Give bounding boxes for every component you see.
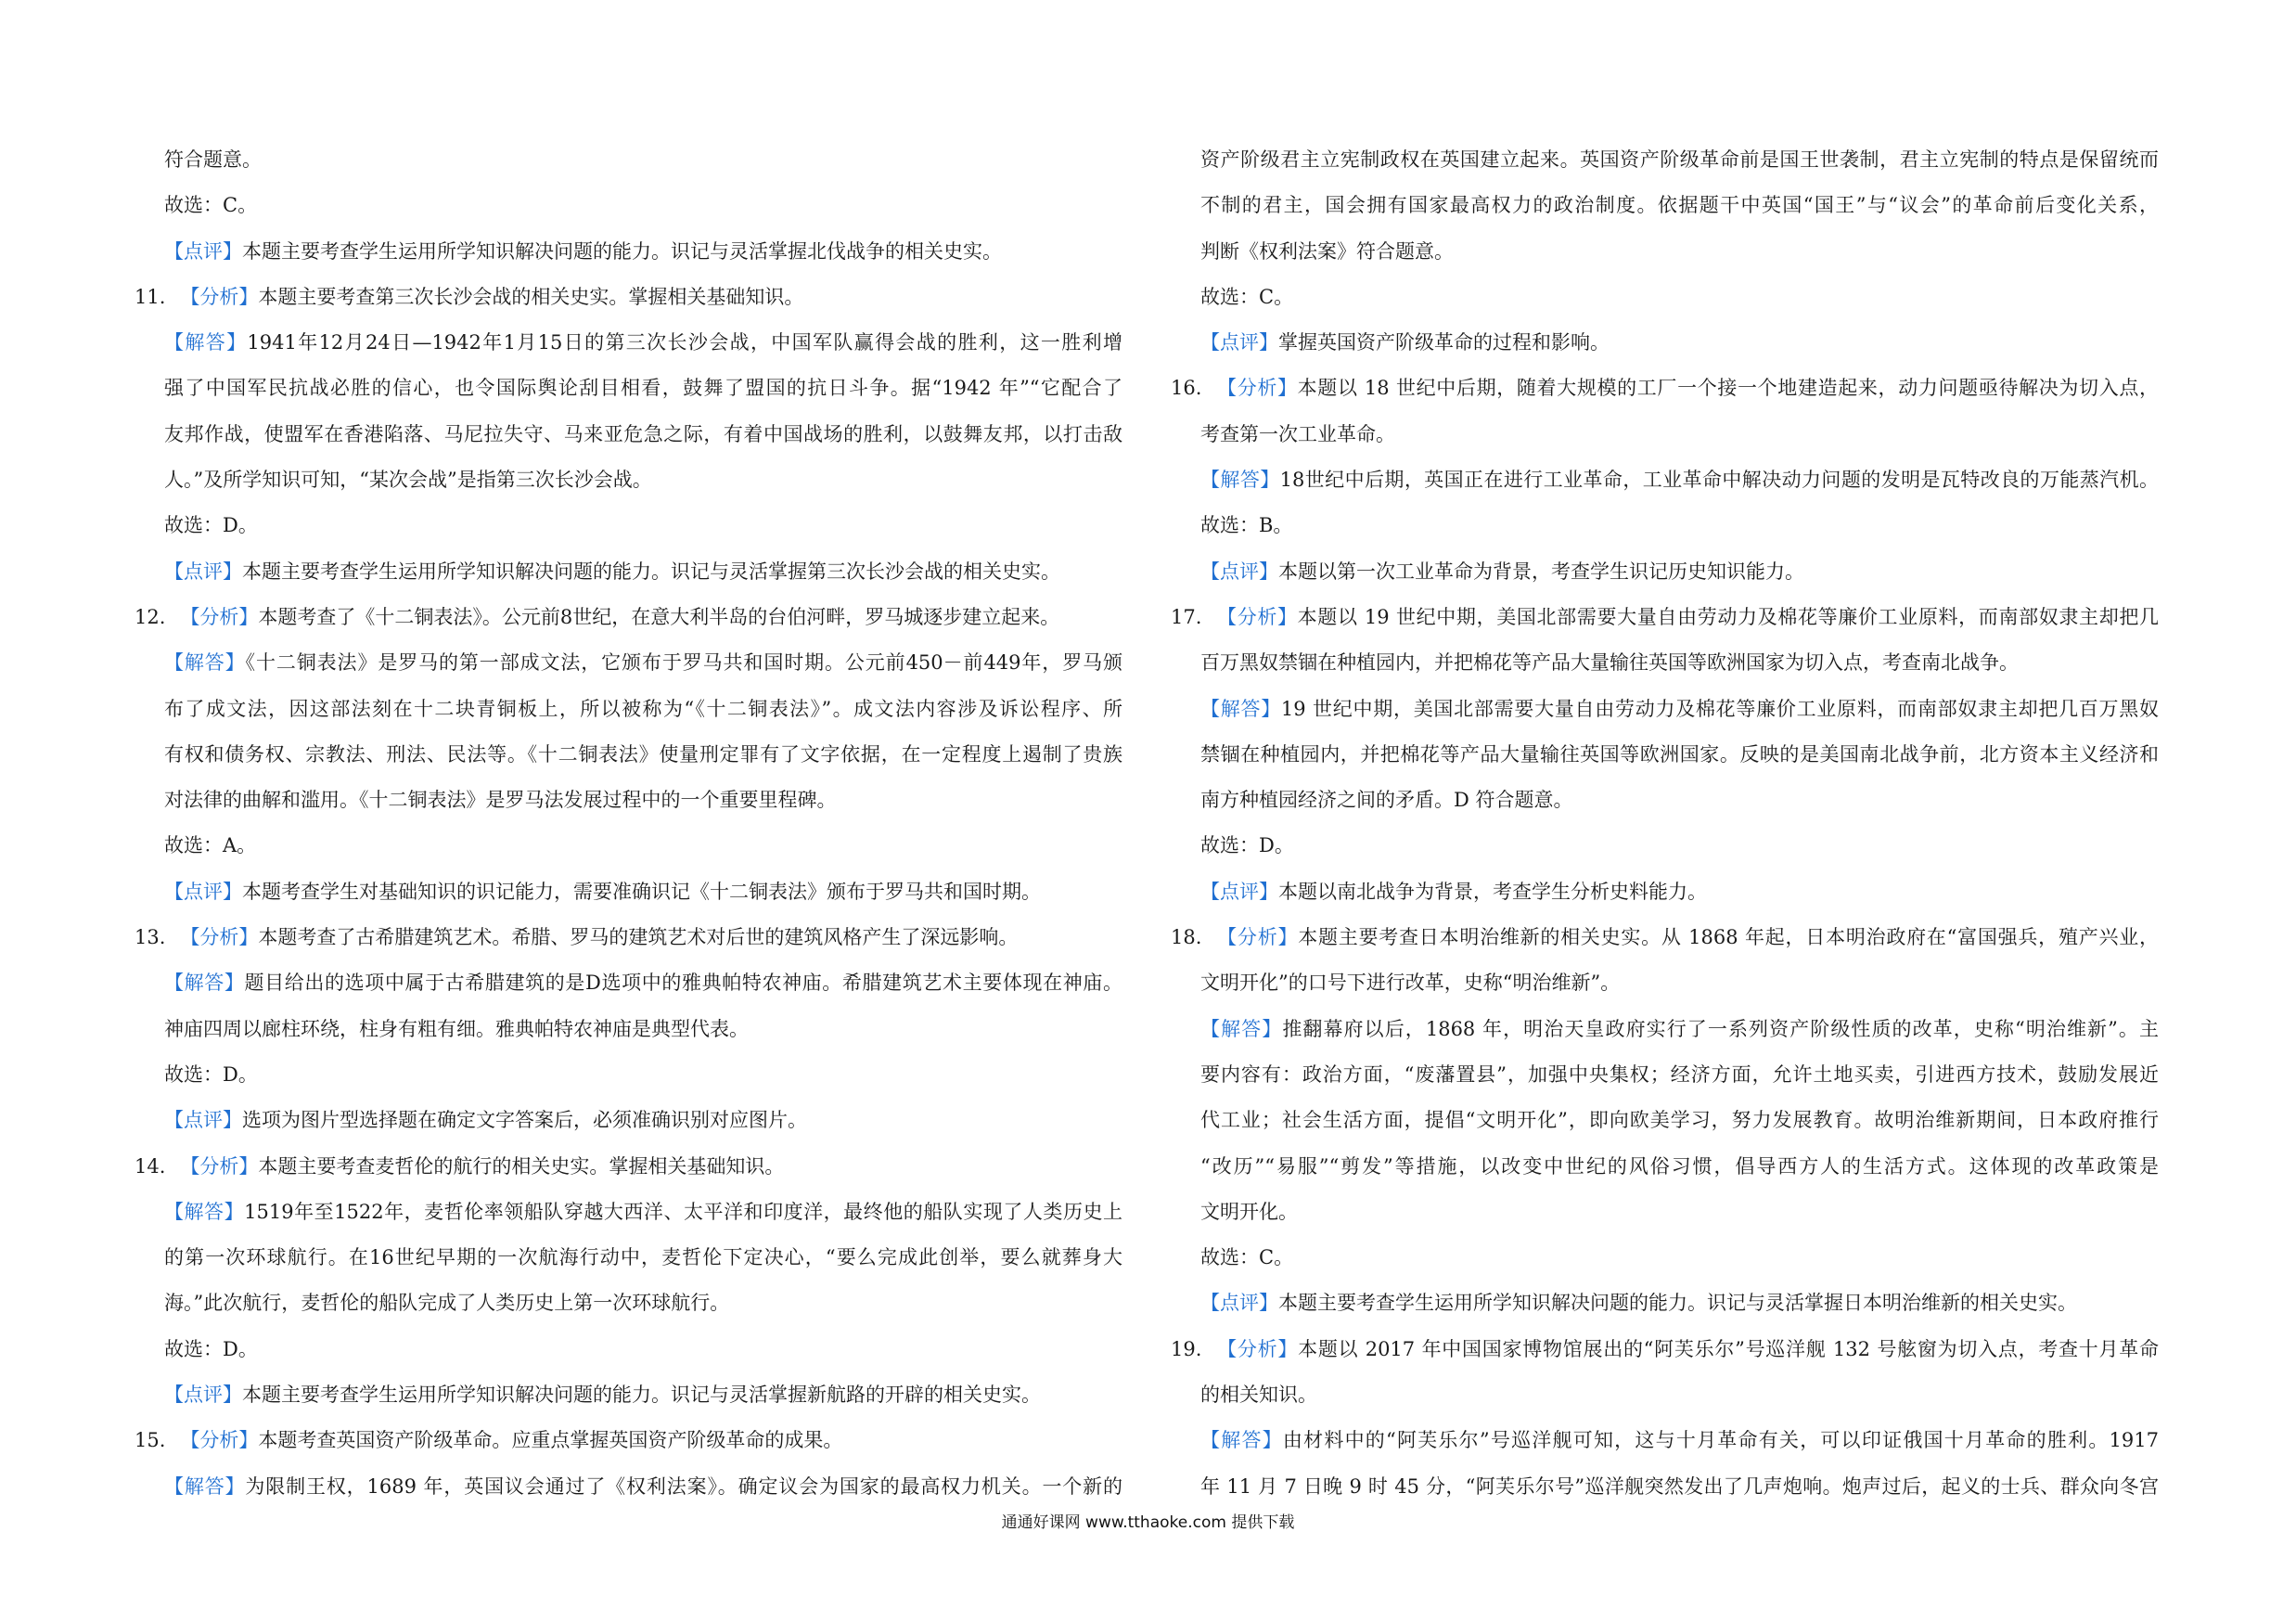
section-tag: 【点评】 bbox=[164, 560, 242, 583]
line-text: 考查第一次工业革命。 bbox=[1200, 422, 1395, 445]
line-text: 本题以 2017 年中国国家博物馆展出的“阿芙乐尔”号巡洋舰 132 号舷窗为切入点，考查十月革命 bbox=[1298, 1337, 2159, 1360]
section-tag: 【分析】 bbox=[1216, 605, 1298, 628]
line-text: 19 世纪中期，美国北部需要大量自由劳动力及棉花等廉价工业原料，而南部奴隶主却把几百万黑奴 bbox=[1280, 697, 2159, 720]
text-line bbox=[1171, 1327, 2159, 1372]
line-text: 本题主要考查学生运用所学知识解决问题的能力。识记与灵活掌握日本明治维新的相关史实。 bbox=[1278, 1292, 2077, 1315]
text-line bbox=[1171, 320, 2159, 366]
text-line bbox=[1171, 457, 2159, 503]
text-line bbox=[1171, 960, 2159, 1006]
question-number: 16. bbox=[1171, 377, 1202, 400]
line-text: 的相关知识。 bbox=[1200, 1384, 1317, 1407]
line-text: 资产阶级君主立宪制政权在英国建立起来。英国资产阶级革命前是国王世袭制，君主立宪制的特点是保留统而 bbox=[1200, 148, 2159, 171]
line-text: 海。”此次航行，麦哲伦的船队完成了人类历史上第一次环球航行。 bbox=[164, 1292, 730, 1315]
line-text: 本题主要考查麦哲伦的航行的相关史实。掌握相关基础知识。 bbox=[258, 1154, 785, 1178]
line-text: 人。”及所学知识可知，“某次会战”是指第三次长沙会战。 bbox=[164, 469, 652, 492]
text-line bbox=[135, 275, 1122, 320]
line-text: 的第一次环球航行。在16世纪早期的一次航海行动中，麦哲伦下定决心，“要么完成此创举，要么就葬身大 bbox=[164, 1246, 1122, 1269]
line-text: 《十二铜表法》是罗马的第一部成文法，它颁布于罗马共和国时期。公元前450－前449年，罗马颁 bbox=[245, 651, 1122, 675]
line-text: 文明开化”的口号下进行改革，史称“明治维新”。 bbox=[1200, 972, 1621, 995]
line-text: 友邦作战，使盟军在香港陷落、马尼拉失守、马来亚危急之际，有着中国战场的胜利，以鼓舞友邦，以打击敌 bbox=[164, 422, 1122, 445]
section-tag: 【解答】 bbox=[1200, 469, 1280, 492]
text-line bbox=[1171, 1098, 2159, 1143]
text-line bbox=[1171, 1052, 2159, 1098]
line-text: 本题以 19 世纪中期，美国北部需要大量自由劳动力及棉花等廉价工业原料，而南部奴隶主却把几 bbox=[1297, 605, 2159, 628]
line-text: 不制的君主，国会拥有国家最高权力的政治制度。依据题干中英国“国王”与“议会”的革命前后变化关系， bbox=[1200, 194, 2159, 217]
text-line bbox=[1171, 869, 2159, 915]
text-line bbox=[1171, 1418, 2159, 1463]
text-line bbox=[1171, 1372, 2159, 1418]
text-line bbox=[135, 137, 1122, 183]
text-line bbox=[135, 869, 1122, 915]
line-text: 本题以 18 世纪中后期，随着大规模的工厂一个接一个地建造起来，动力问题亟待解决为切入点， bbox=[1297, 377, 2159, 400]
text-line bbox=[1171, 183, 2159, 228]
line-text: 布了成文法，因这部法刻在十二块青铜板上，所以被称为“《十二铜表法》”。成文法内容涉及诉讼程序、所 bbox=[164, 697, 1122, 720]
section-tag: 【点评】 bbox=[164, 1109, 242, 1132]
question-number: 12. bbox=[135, 605, 166, 628]
text-line bbox=[1171, 1190, 2159, 1235]
text-line bbox=[1171, 229, 2159, 275]
section-tag: 【分析】 bbox=[1216, 377, 1298, 400]
text-line bbox=[135, 915, 1122, 960]
text-line bbox=[1171, 915, 2159, 960]
line-text: 禁锢在种植园内，并把棉花等产品大量输往英国等欧洲国家。反映的是美国南北战争前，北方资本主义经济和 bbox=[1200, 742, 2159, 766]
section-tag: 【分析】 bbox=[180, 1429, 259, 1452]
line-text: 符合题意。 bbox=[164, 148, 262, 171]
section-tag: 【解答】 bbox=[164, 972, 245, 995]
line-text: 百万黑奴禁锢在种植园内，并把棉花等产品大量输往英国等欧洲国家为切入点，考查南北战争。 bbox=[1200, 651, 2019, 675]
text-line bbox=[135, 549, 1122, 595]
section-tag: 【分析】 bbox=[180, 285, 259, 308]
line-text: 本题以南北战争为背景，考查学生分析史料能力。 bbox=[1278, 880, 1707, 903]
text-line bbox=[1171, 412, 2159, 457]
line-text: 故选：C。 bbox=[1200, 285, 1294, 308]
line-text: 本题主要考查学生运用所学知识解决问题的能力。识记与灵活掌握新航路的开辟的相关史实。 bbox=[242, 1384, 1041, 1407]
line-text: 故选：C。 bbox=[164, 194, 258, 217]
line-text: 故选：D。 bbox=[164, 1062, 258, 1086]
text-line bbox=[135, 1327, 1122, 1372]
section-tag: 【解答】 bbox=[164, 1200, 245, 1223]
section-tag: 【解答】 bbox=[164, 651, 246, 675]
text-line bbox=[135, 960, 1122, 1006]
line-text: 神庙四周以廊柱环绕，柱身有粗有细。雅典帕特农神庙是典型代表。 bbox=[164, 1017, 749, 1040]
line-text: 有权和债务权、宗教法、刑法、民法等。《十二铜表法》使量刑定罪有了文字依据，在一定程度上遏制了贵族 bbox=[164, 742, 1122, 766]
line-text: 18世纪中后期，英国正在进行工业革命，工业革命中解决动力问题的发明是瓦特改良的万能蒸汽机。 bbox=[1279, 469, 2159, 492]
section-tag: 【分析】 bbox=[180, 605, 259, 628]
line-text: 1519年至1522年，麦哲伦率领船队穿越大西洋、太平洋和印度洋，最终他的船队实现了人类历史上 bbox=[244, 1200, 1122, 1223]
line-text: “改历”“易服”“剪发”等措施，以改变中世纪的风俗习惯，倡导西方人的生活方式。这体现的改革政策是 bbox=[1200, 1154, 2159, 1178]
text-line bbox=[135, 823, 1122, 869]
text-line bbox=[135, 1235, 1122, 1281]
text-line bbox=[135, 1144, 1122, 1190]
section-tag: 【解答】 bbox=[1200, 1017, 1283, 1040]
question-number: 13. bbox=[135, 926, 166, 949]
text-line bbox=[135, 687, 1122, 732]
text-line bbox=[1171, 687, 2159, 732]
text-line bbox=[135, 1098, 1122, 1143]
text-line bbox=[1171, 1007, 2159, 1052]
text-line bbox=[1171, 503, 2159, 548]
page-footer: 通通好课网 www.tthaoke.com 提供下载 bbox=[1001, 1513, 1295, 1532]
text-line bbox=[1171, 595, 2159, 640]
text-line bbox=[1171, 823, 2159, 869]
text-line bbox=[135, 1190, 1122, 1235]
section-tag: 【点评】 bbox=[1200, 880, 1278, 903]
text-line bbox=[135, 1418, 1122, 1463]
section-tag: 【点评】 bbox=[1200, 331, 1278, 354]
text-line bbox=[1171, 640, 2159, 686]
section-tag: 【点评】 bbox=[164, 239, 242, 263]
text-line bbox=[1171, 549, 2159, 595]
question-number: 17. bbox=[1171, 605, 1202, 628]
line-text: 由材料中的“阿芙乐尔”号巡洋舰可知，这与十月革命有关，可以印证俄国十月革命的胜利。1917 bbox=[1282, 1429, 2159, 1452]
line-text: 强了中国军民抗战必胜的信心，也令国际舆论刮目相看，鼓舞了盟国的抗日斗争。据“1942 年”“它配合了 bbox=[164, 377, 1122, 400]
question-number: 19. bbox=[1171, 1337, 1202, 1360]
section-tag: 【解答】 bbox=[164, 331, 248, 354]
text-line bbox=[135, 229, 1122, 275]
text-line bbox=[135, 320, 1122, 366]
text-line bbox=[135, 1007, 1122, 1052]
question-number: 15. bbox=[135, 1429, 166, 1452]
line-text: 本题主要考查学生运用所学知识解决问题的能力。识记与灵活掌握北伐战争的相关史实。 bbox=[242, 239, 1002, 263]
line-text: 对法律的曲解和滥用。《十二铜表法》是罗马法发展过程中的一个重要里程碑。 bbox=[164, 789, 837, 812]
section-tag: 【分析】 bbox=[1216, 1337, 1299, 1360]
text-line bbox=[1171, 778, 2159, 823]
line-text: 代工业；社会生活方面，提倡“文明开化”，即向欧美学习，努力发展教育。故明治维新期间，日本政府推行 bbox=[1200, 1109, 2159, 1132]
right-column bbox=[1171, 137, 2159, 1510]
text-line bbox=[1171, 275, 2159, 320]
section-tag: 【分析】 bbox=[180, 926, 259, 949]
line-text: 本题考查了《十二铜表法》。公元前8世纪，在意大利半岛的台伯河畔，罗马城逐步建立起来。 bbox=[258, 605, 1060, 628]
line-text: 判断《权利法案》符合题意。 bbox=[1200, 239, 1454, 263]
section-tag: 【分析】 bbox=[180, 1154, 259, 1178]
line-text: 故选：D。 bbox=[164, 1337, 258, 1360]
text-line bbox=[135, 640, 1122, 686]
line-text: 为限制王权，1689 年，英国议会通过了《权利法案》。确定议会为国家的最高权力机关。一个新的 bbox=[245, 1474, 1122, 1498]
section-tag: 【分析】 bbox=[1216, 926, 1299, 949]
line-text: 本题主要考查学生运用所学知识解决问题的能力。识记与灵活掌握第三次长沙会战的相关史实。 bbox=[242, 560, 1060, 583]
line-text: 年 11 月 7 日晚 9 时 45 分，“阿芙乐尔号”巡洋舰突然发出了几声炮响。炮声过后，起义的士兵、群众向冬宫 bbox=[1200, 1474, 2159, 1498]
text-line bbox=[135, 1464, 1122, 1510]
text-line bbox=[135, 732, 1122, 778]
text-line bbox=[135, 457, 1122, 503]
text-line bbox=[135, 412, 1122, 457]
left-column bbox=[135, 137, 1122, 1510]
line-text: 本题考查学生对基础知识的识记能力，需要准确识记《十二铜表法》颁布于罗马共和国时期。 bbox=[242, 880, 1041, 903]
text-line bbox=[135, 183, 1122, 228]
line-text: 南方种植园经济之间的矛盾。D 符合题意。 bbox=[1200, 789, 1573, 812]
line-text: 本题主要考查日本明治维新的相关史实。从 1868 年起，日本明治政府在“富国强兵，殖产兴业， bbox=[1298, 926, 2159, 949]
line-text: 故选：D。 bbox=[164, 514, 258, 537]
section-tag: 【解答】 bbox=[1200, 1429, 1283, 1452]
line-text: 本题主要考查第三次长沙会战的相关史实。掌握相关基础知识。 bbox=[258, 285, 804, 308]
question-number: 18. bbox=[1171, 926, 1202, 949]
question-number: 11. bbox=[135, 285, 166, 308]
text-line bbox=[1171, 137, 2159, 183]
line-text: 推翻幕府以后，1868 年，明治天皇政府实行了一系列资产阶级性质的改革，史称“明治维新”。主 bbox=[1282, 1017, 2159, 1040]
line-text: 要内容有：政治方面，“废藩置县”，加强中央集权；经济方面，允许土地买卖，引进西方技术，鼓励发展近 bbox=[1200, 1062, 2159, 1086]
line-text: 故选：D。 bbox=[1200, 834, 1294, 857]
line-text: 本题以第一次工业革命为背景，考查学生识记历史知识能力。 bbox=[1278, 560, 1804, 583]
section-tag: 【解答】 bbox=[164, 1474, 246, 1498]
text-line bbox=[135, 1372, 1122, 1418]
text-line bbox=[135, 778, 1122, 823]
text-line bbox=[135, 595, 1122, 640]
section-tag: 【点评】 bbox=[164, 880, 242, 903]
line-text: 本题考查了古希腊建筑艺术。希腊、罗马的建筑艺术对后世的建筑风格产生了深远影响。 bbox=[258, 926, 1019, 949]
text-line bbox=[135, 503, 1122, 548]
text-line bbox=[1171, 1281, 2159, 1326]
text-line bbox=[1171, 1144, 2159, 1190]
text-line bbox=[135, 1281, 1122, 1326]
line-text: 掌握英国资产阶级革命的过程和影响。 bbox=[1278, 331, 1610, 354]
line-text: 故选：A。 bbox=[164, 834, 257, 857]
line-text: 故选：C。 bbox=[1200, 1246, 1294, 1269]
line-text: 本题考查英国资产阶级革命。应重点掌握英国资产阶级革命的成果。 bbox=[258, 1429, 843, 1452]
line-text: 文明开化。 bbox=[1200, 1200, 1298, 1223]
line-text: 选项为图片型选择题在确定文字答案后，必须准确识别对应图片。 bbox=[242, 1109, 807, 1132]
question-number: 14. bbox=[135, 1154, 166, 1178]
line-text: 题目给出的选项中属于古希腊建筑的是D选项中的雅典帕特农神庙。希腊建筑艺术主要体现在神庙。 bbox=[244, 972, 1122, 995]
section-tag: 【点评】 bbox=[164, 1384, 242, 1407]
section-tag: 【点评】 bbox=[1200, 560, 1278, 583]
text-line bbox=[1171, 1235, 2159, 1281]
text-line bbox=[135, 1052, 1122, 1098]
line-text: 1941年12月24日—1942年1月15日的第三次长沙会战，中国军队赢得会战的胜利，这一胜利增 bbox=[247, 331, 1122, 354]
text-line bbox=[135, 366, 1122, 411]
section-tag: 【解答】 bbox=[1200, 697, 1281, 720]
text-line bbox=[1171, 732, 2159, 778]
line-text: 故选：B。 bbox=[1200, 514, 1293, 537]
text-line bbox=[1171, 1464, 2159, 1510]
section-tag: 【点评】 bbox=[1200, 1292, 1278, 1315]
text-line bbox=[1171, 366, 2159, 411]
